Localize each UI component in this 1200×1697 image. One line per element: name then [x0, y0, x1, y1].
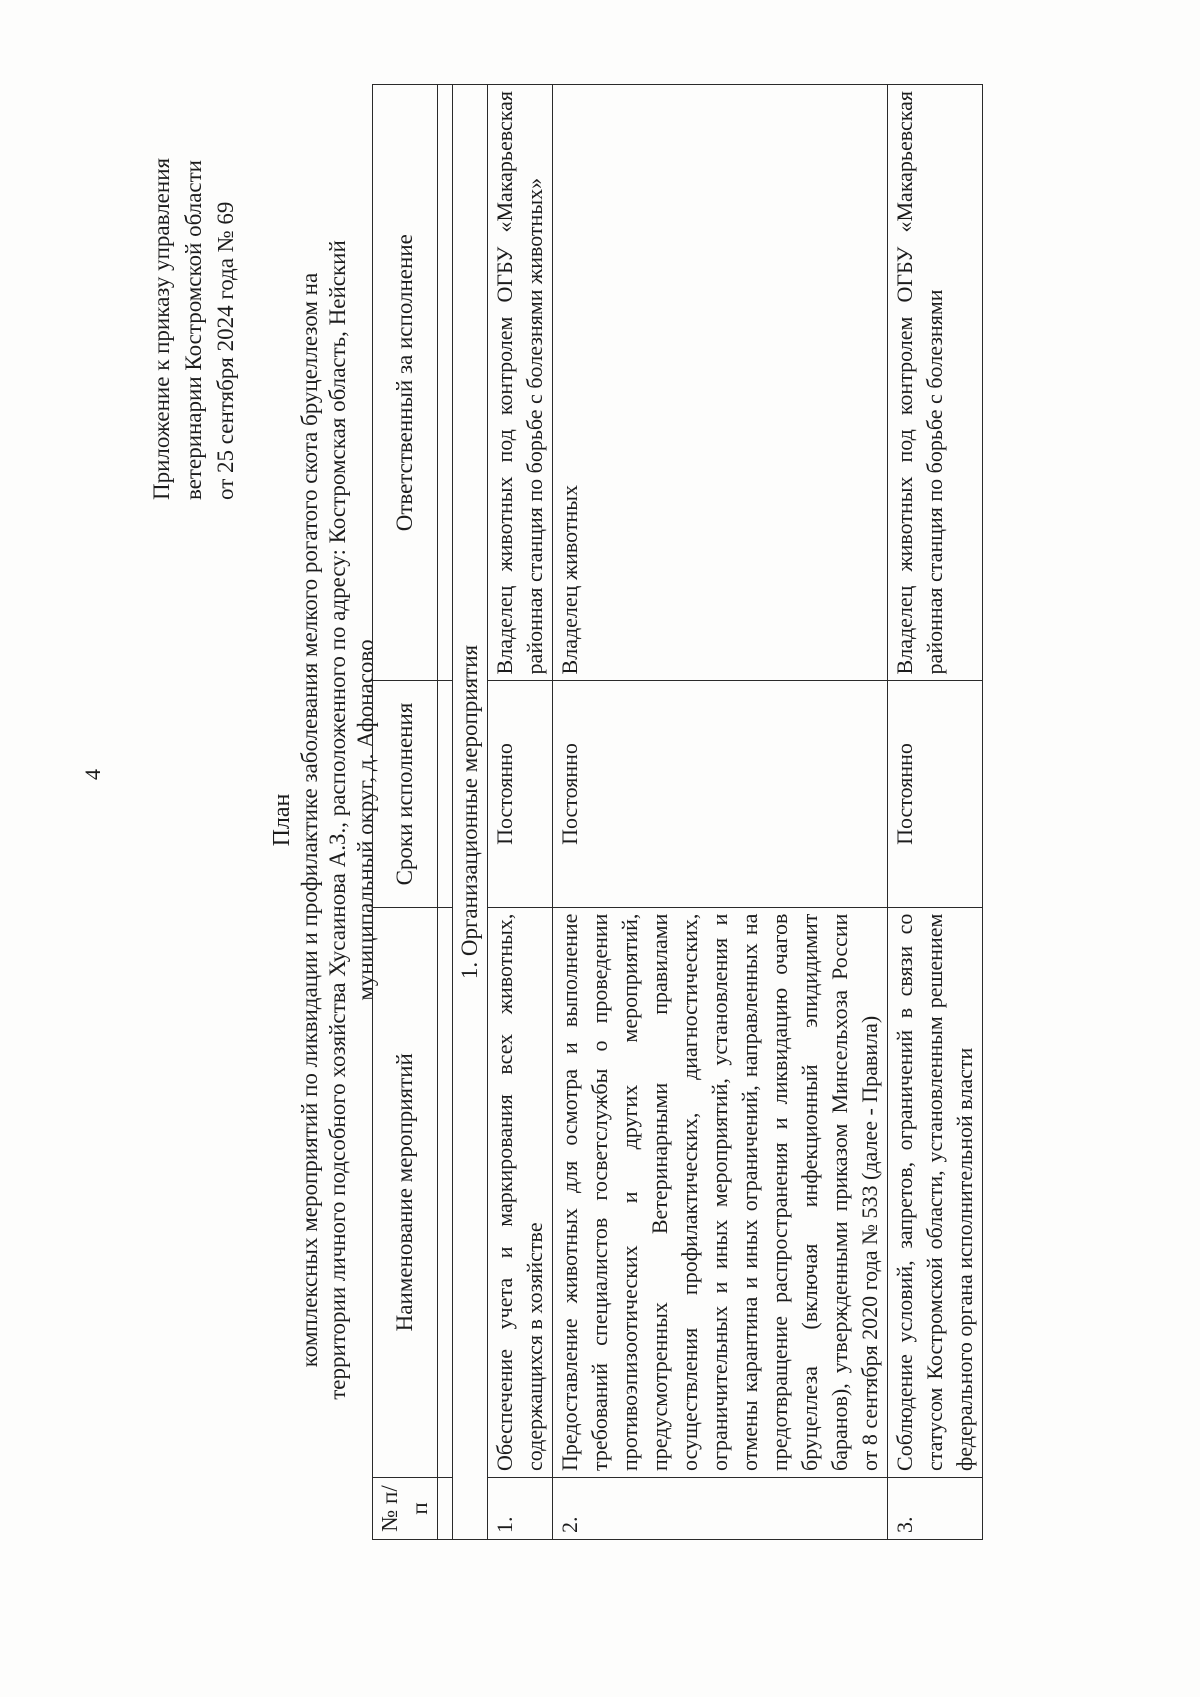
- appendix-line-3: от 25 сентября 2024 года № 69: [213, 201, 238, 500]
- table-row: [553, 85, 888, 1540]
- appendix-line-1: Приложение к приказу управления: [149, 157, 174, 500]
- measures-table: [372, 84, 983, 1540]
- title-line-3: муниципальный округ, д. Афонасово: [353, 639, 378, 1001]
- header-name: Наименование мероприятий: [373, 907, 438, 1477]
- row-resp: Владелец животных под контролем ОГБУ «Макарьевская районная станция по борьбе с болезнями: [888, 85, 983, 681]
- row-name: Обеспечение учета и маркирования всех животных, содержащихся в хозяйстве: [488, 907, 553, 1477]
- row-term: Постоянно: [888, 681, 983, 907]
- section-row: [453, 85, 488, 1540]
- title-heading: План: [269, 793, 295, 847]
- row-name: Соблюдение условий, запретов, ограничений в связи со статусом Костромской области, установленным решением федерального органа исполнительной власти: [888, 907, 983, 1477]
- header-num: № п/п: [373, 1477, 438, 1539]
- row-name: Предоставление животных для осмотра и выполнение требований специалистов госветслужбы о проведении противоэпизоотических и других мероприятий, предусмотренных Ветеринарными правилами осуществления профилактических, диагностических, ограничительных и иных мероприятий, установления и отмены карантина и иных ограничений, направленных на предотвращение распространения и ликвидацию очагов бруцеллеза (включая инфекционный эпидидимит баранов), утвержденными приказом Минсельхоза России от 8 сентября 2020 года № 533 (далее - Правила): [553, 907, 888, 1477]
- title-line-2: территории личного подсобного хозяйства Хусаинова А.З., расположенного по адресу: Костромская область, Нейский: [325, 240, 350, 1400]
- header-resp: Ответственный за исполнение: [373, 85, 438, 681]
- row-resp: Владелец животных: [553, 85, 888, 681]
- header-term: Сроки исполнения: [373, 681, 438, 907]
- section-title: 1. Организационные мероприятия: [453, 85, 488, 1540]
- table-spacer-row: [438, 85, 453, 1540]
- row-num: 2.: [553, 1477, 888, 1539]
- row-term: Постоянно: [488, 681, 553, 907]
- row-resp: Владелец животных под контролем ОГБУ «Макарьевская районная станция по борьбе с болезнями животных»: [488, 85, 553, 681]
- appendix-reference: [146, 80, 242, 500]
- row-term: Постоянно: [553, 681, 888, 907]
- title-line-1: комплексных мероприятий по ликвидации и профилактике заболевания мелкого рогатого скота бруцеллезом на: [297, 272, 322, 1368]
- appendix-line-2: ветеринарии Костромской области: [181, 160, 206, 500]
- table-row: [888, 85, 983, 1540]
- row-num: 3.: [888, 1477, 983, 1539]
- table-header-row: [373, 85, 438, 1540]
- row-num: 1.: [488, 1477, 553, 1539]
- rotated-page-content: [0, 20, 1200, 1660]
- document-title: [268, 100, 380, 1540]
- page-number: 4: [80, 769, 105, 780]
- table-row: [488, 85, 553, 1540]
